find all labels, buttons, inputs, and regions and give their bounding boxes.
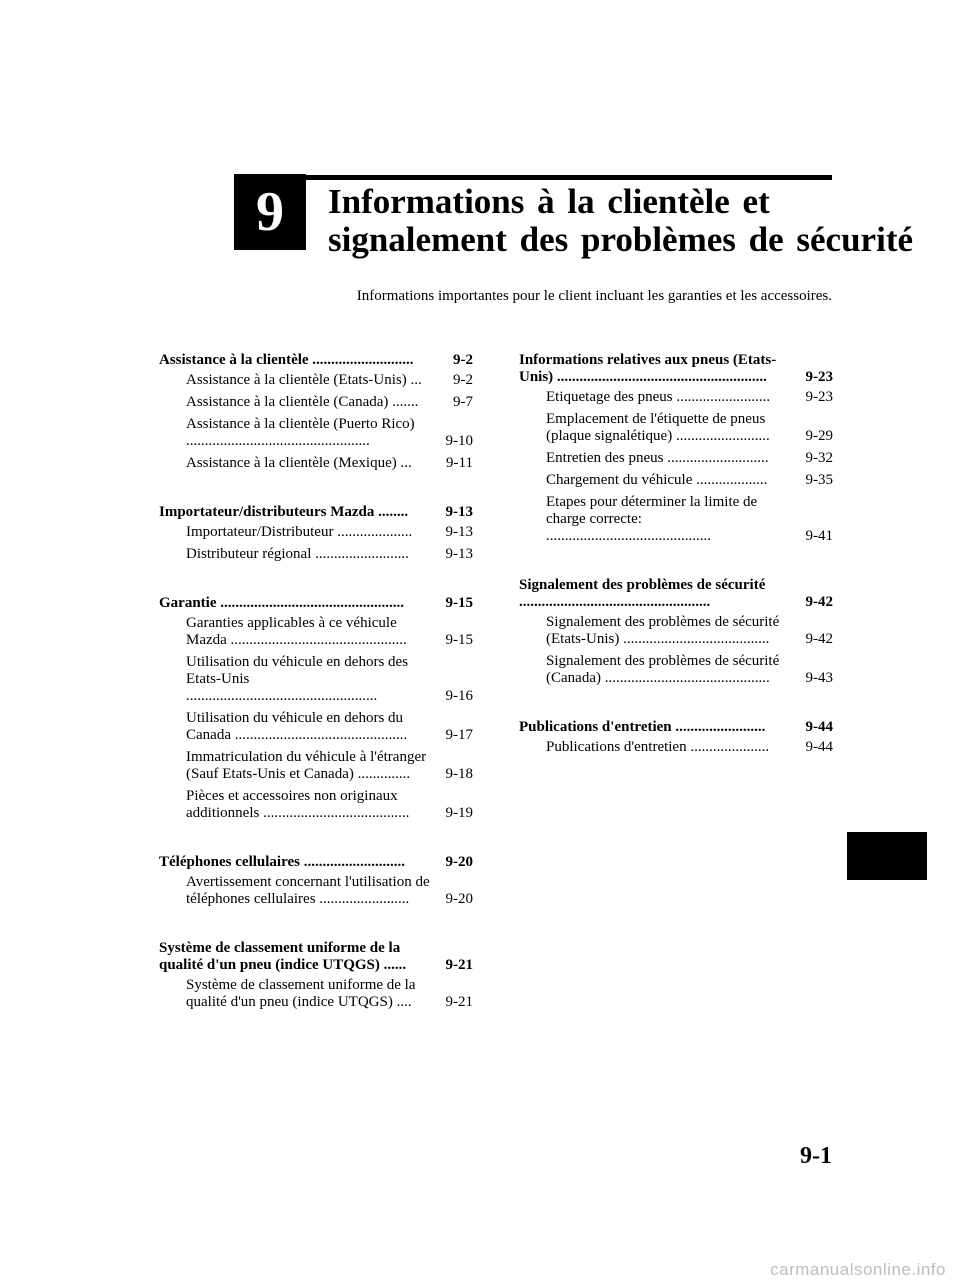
toc-section-title[interactable] (159, 595, 473, 612)
chapter-rule (306, 175, 832, 180)
toc-entry[interactable] (159, 977, 473, 1011)
toc-left-column (159, 352, 473, 1016)
toc-entry-page: 9-21 (445, 994, 473, 1010)
toc-entry-text: Système de classement uniforme de la qualité d'un pneu (indice UTQGS) .... (186, 977, 416, 1010)
toc-entry-text: Chargement du véhicule ................... (546, 472, 768, 488)
toc-entry-text: Garanties applicables à ce véhicule Mazda ............................................... (186, 615, 407, 648)
toc-entry-page: 9-10 (445, 433, 473, 449)
toc-right-column (519, 352, 833, 761)
toc-section (159, 940, 473, 1011)
chapter-number-box (234, 174, 306, 250)
toc-entry[interactable] (159, 654, 473, 705)
toc-section-title[interactable] (519, 719, 833, 736)
chapter-title (328, 182, 914, 259)
chapter-number: 9 (256, 181, 284, 243)
toc-entry-text: Signalement des problèmes de sécurité (Canada) ............................................ (546, 653, 780, 686)
toc-entry-text: Utilisation du véhicule en dehors des Etats-Unis ................................................... (186, 654, 409, 704)
toc-entry-text: Pièces et accessoires non originaux additionnels ....................................... (186, 788, 410, 821)
toc-section-title[interactable] (519, 577, 833, 611)
toc-entry-page: 9-16 (445, 688, 473, 704)
chapter-side-tab (847, 832, 927, 880)
toc-entry-text: Assistance à la clientèle (Etats-Unis) ... (186, 372, 422, 388)
watermark: carmanualsonline.info (770, 1260, 946, 1279)
toc-section-title-text: Informations relatives aux pneus (Etats-Unis) ........................................................ (519, 352, 777, 385)
toc-section-title-text: Système de classement uniforme de la qualité d'un pneu (indice UTQGS) ...... (159, 940, 407, 973)
toc-entry[interactable] (159, 372, 473, 389)
toc-entry[interactable] (519, 472, 833, 489)
toc-section-page: 9-44 (805, 719, 833, 735)
toc-entry-page: 9-32 (805, 450, 833, 466)
toc-section-title[interactable] (159, 352, 473, 369)
toc-entry-page: 9-44 (805, 739, 833, 755)
toc-section (519, 719, 833, 756)
toc-entry-page: 9-43 (805, 670, 833, 686)
toc-entry[interactable] (159, 710, 473, 744)
toc-gap (159, 913, 473, 940)
toc-section-page: 9-23 (805, 369, 833, 385)
toc-entry-page: 9-15 (445, 632, 473, 648)
toc-section (159, 595, 473, 822)
toc-section-title[interactable] (159, 504, 473, 521)
toc-section (159, 854, 473, 908)
toc-entry-text: Signalement des problèmes de sécurité (Etats-Unis) ....................................... (546, 614, 780, 647)
toc-entry-text: Assistance à la clientèle (Puerto Rico) ................................................. (186, 416, 415, 449)
toc-section-page: 9-21 (445, 957, 473, 973)
toc-gap (519, 550, 833, 577)
toc-entry-page: 9-2 (453, 372, 473, 388)
toc-entry-page: 9-29 (805, 428, 833, 444)
toc-section (159, 504, 473, 563)
toc-section-title-text: Garantie ................................................. (159, 595, 404, 611)
toc-entry-page: 9-35 (805, 472, 833, 488)
page-number: 9-1 (800, 1143, 832, 1169)
chapter-intro: Informations importantes pour le client incluant les garanties et les accessoires. (356, 288, 832, 304)
toc-entry-text: Emplacement de l'étiquette de pneus (plaque signalétique) ......................... (546, 411, 770, 444)
toc-entry-page: 9-13 (445, 546, 473, 562)
toc-gap (159, 477, 473, 504)
chapter-title-line1: Informations à la clientèle et (328, 182, 770, 221)
toc-entry-text: Entretien des pneus ........................... (546, 450, 769, 466)
chapter-title-line2: signalement des problèmes de sécurité (328, 220, 914, 259)
toc-entry-text: Utilisation du véhicule en dehors du Canada .............................................. (186, 710, 408, 743)
toc-section (519, 352, 833, 545)
toc-entry-text: Immatriculation du véhicule à l'étranger (Sauf Etats-Unis et Canada) .............. (186, 749, 427, 782)
toc-entry[interactable] (519, 389, 833, 406)
toc-section (519, 577, 833, 687)
toc-entry-page: 9-18 (445, 766, 473, 782)
toc-gap (159, 568, 473, 595)
toc-section-title[interactable] (159, 940, 473, 974)
toc-entry-page: 9-13 (445, 524, 473, 540)
toc-section-title-text: Importateur/distributeurs Mazda ........ (159, 504, 409, 520)
toc-entry-page: 9-42 (805, 631, 833, 647)
toc-entry[interactable] (159, 749, 473, 783)
toc-entry[interactable] (519, 614, 833, 648)
toc-entry[interactable] (159, 394, 473, 411)
toc-entry-text: Etiquetage des pneus ......................... (546, 389, 771, 405)
toc-entry[interactable] (519, 411, 833, 445)
toc-entry[interactable] (159, 546, 473, 563)
toc-section-title[interactable] (519, 352, 833, 386)
toc-entry[interactable] (519, 739, 833, 756)
toc-section-page: 9-20 (445, 854, 473, 870)
toc-entry[interactable] (159, 788, 473, 822)
toc-section-title-text: Publications d'entretien ........................ (519, 719, 766, 735)
toc-entry[interactable] (519, 653, 833, 687)
toc-entry-page: 9-7 (453, 394, 473, 410)
toc-entry-text: Etapes pour déterminer la limite de charge correcte: ............................................ (546, 494, 758, 544)
toc-section-page: 9-2 (453, 352, 473, 368)
toc-gap (159, 827, 473, 854)
toc-section-title-text: Assistance à la clientèle ........................... (159, 352, 414, 368)
toc-section-page: 9-13 (445, 504, 473, 520)
toc-entry-page: 9-19 (445, 805, 473, 821)
toc-entry-text: Publications d'entretien ..................... (546, 739, 770, 755)
toc-entry-page: 9-23 (805, 389, 833, 405)
toc-section-title[interactable] (159, 854, 473, 871)
toc-entry-page: 9-11 (446, 455, 473, 471)
toc-entry[interactable] (159, 416, 473, 450)
toc-section-title-text: Signalement des problèmes de sécurité ................................................... (519, 577, 766, 610)
toc-entry-page: 9-17 (445, 727, 473, 743)
toc-entry-text: Avertissement concernant l'utilisation de téléphones cellulaires ........................ (186, 874, 430, 907)
toc-entry-text: Importateur/Distributeur .................... (186, 524, 413, 540)
toc-section (159, 352, 473, 472)
toc-gap (519, 692, 833, 719)
toc-entry-text: Assistance à la clientèle (Mexique) ... (186, 455, 412, 471)
toc-entry[interactable] (519, 450, 833, 467)
toc-entry[interactable] (159, 615, 473, 649)
toc-entry[interactable] (159, 455, 473, 472)
toc-entry-page: 9-41 (805, 528, 833, 544)
toc-section-page: 9-42 (805, 594, 833, 610)
toc-entry[interactable] (159, 524, 473, 541)
toc-entry[interactable] (159, 874, 473, 908)
toc-section-page: 9-15 (445, 595, 473, 611)
toc-entry-text: Distributeur régional ......................... (186, 546, 409, 562)
toc-section-title-text: Téléphones cellulaires ........................... (159, 854, 405, 870)
toc-entry-text: Assistance à la clientèle (Canada) ....... (186, 394, 419, 410)
toc-entry-page: 9-20 (445, 891, 473, 907)
toc-entry[interactable] (519, 494, 833, 545)
